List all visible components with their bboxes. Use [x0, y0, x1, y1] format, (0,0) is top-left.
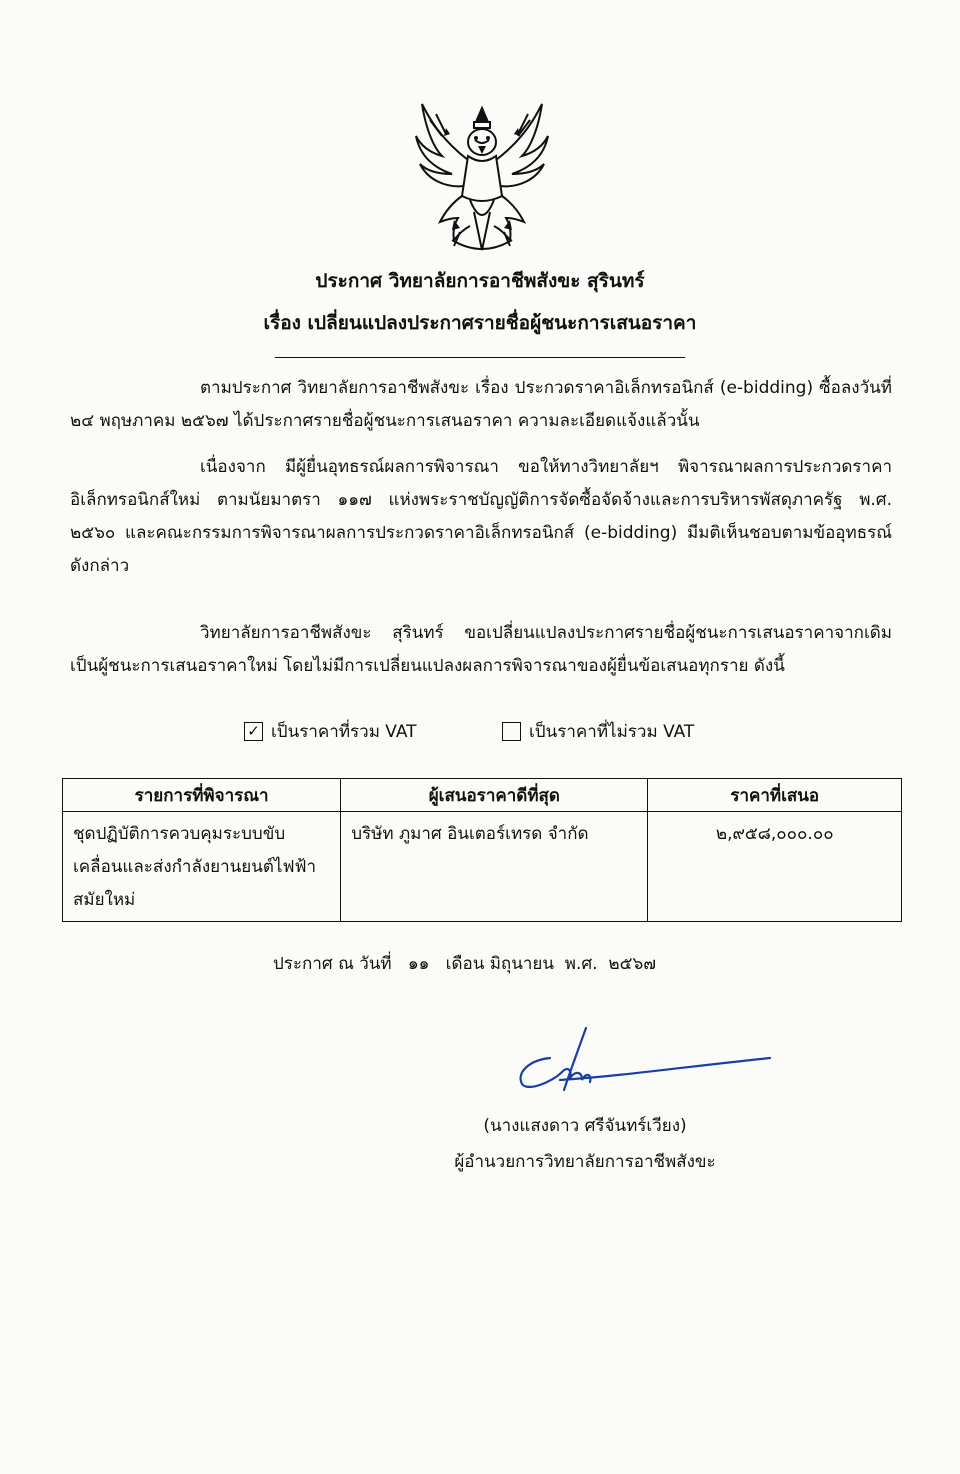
announcement-title: ประกาศ วิทยาลัยการอาชีพสังขะ สุรินทร์	[315, 270, 645, 292]
signer-position: ผู้อำนวยการวิทยาลัยการอาชีพสังขะ	[454, 1152, 716, 1172]
paragraph-appeal	[70, 451, 892, 583]
checkbox-empty-icon	[502, 722, 521, 741]
paragraph-appeal-text: เนื่องจาก มีผู้ยื่นอุทธรณ์ผลการพิจารณา ขอให้ทางวิทยาลัยฯ พิจารณาผลการประกวดราคาอิเล็กทรอนิกส์ใหม่ ตามนัยมาตรา ๑๑๗ แห่งพระราชบัญญัติการจัดซื้อจัดจ้างและการบริหารพัสดุภาครัฐ พ.ศ. ๒๕๖๐ และคณะกรรมการพิจารณาผลการประกวดราคาอิเล็กทรอนิกส์ (e-bidding) มีมติเห็นชอบตามข้ออุทธรณ์ดังกล่าว	[70, 457, 892, 576]
table-header-row	[63, 779, 902, 812]
garuda-emblem-icon	[412, 100, 552, 260]
announcement-date: ประกาศ ณ วันที่ ๑๑ เดือน มิถุนายน พ.ศ. ๒๕๖๗	[273, 954, 657, 974]
header-bidder: ผู้เสนอราคาดีที่สุด	[341, 779, 648, 812]
cell-bidder: บริษัท ภูมาศ อินเตอร์เทรด จำกัด	[341, 812, 648, 922]
signature-icon	[512, 1020, 774, 1100]
paragraph-change-text: วิทยาลัยการอาชีพสังขะ สุรินทร์ ขอเปลี่ยนแปลงประกาศรายชื่อผู้ชนะการเสนอราคาจากเดิม เป็นผู้ชนะการเสนอราคาใหม่ โดยไม่มีการเปลี่ยนแปลงผลการพิจารณาของผู้ยื่นข้อเสนอทุกราย ดังนี้	[70, 623, 892, 676]
header-price: ราคาที่เสนอ	[648, 779, 902, 812]
cell-price: ๒,๙๕๘,๐๐๐.๐๐	[648, 812, 902, 922]
bid-result-table	[62, 778, 902, 922]
vat-exclude-option	[502, 718, 694, 745]
paragraph-change	[70, 617, 892, 683]
signer-name: (นางแสงดาว ศรีจันทร์เวียง)	[483, 1116, 687, 1136]
vat-exclude-label: เป็นราคาที่ไม่รวม VAT	[529, 722, 695, 742]
cell-item: ชุดปฏิบัติการควบคุมระบบขับเคลื่อนและส่งกำลังยานยนต์ไฟฟ้าสมัยใหม่	[63, 812, 341, 922]
title-divider	[275, 357, 685, 358]
vat-include-option	[244, 718, 417, 745]
paragraph-reference-text: ตามประกาศ วิทยาลัยการอาชีพสังขะ เรื่อง ประกวดราคาอิเล็กทรอนิกส์ (e-bidding) ซื้อลงวันที่ ๒๔ พฤษภาคม ๒๕๖๗ ได้ประกาศรายชื่อผู้ชนะการเสนอราคา ความละเอียดแจ้งแล้วนั้น	[70, 378, 892, 431]
vat-include-label: เป็นราคาที่รวม VAT	[271, 722, 417, 742]
paragraph-reference	[70, 372, 892, 438]
header-item: รายการที่พิจารณา	[63, 779, 341, 812]
table-row	[63, 812, 902, 922]
checkbox-checked-icon: ✓	[244, 722, 263, 741]
announcement-subject: เรื่อง เปลี่ยนแปลงประกาศรายชื่อผู้ชนะการเสนอราคา	[263, 312, 697, 334]
